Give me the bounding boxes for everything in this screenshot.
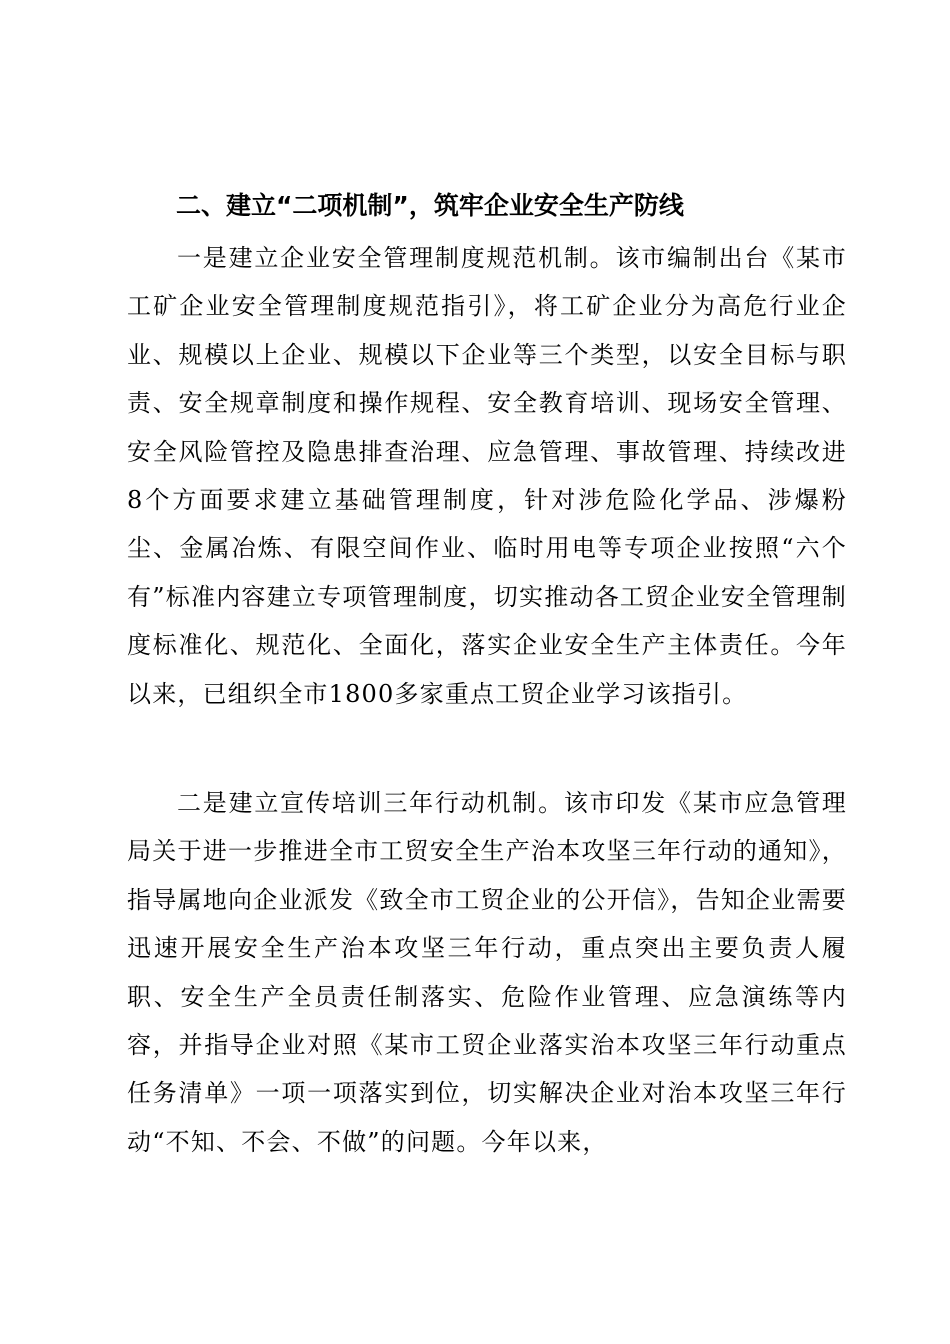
paragraph-training-action: 二是建立宣传培训三年行动机制。该市印发《某市应急管理局关于进一步推进全市工贸安全生产治本攻坚三年行动的通知》，指导属地向企业派发《致全市工贸企业的公开信》，告知企业需要迅速开展安全生产治本攻坚三年行动，重点突出主要负责人履职、安全生产全员责任制落实、危险作业管理、应急演练等内容，并指导企业对照《某市工贸企业落实治本攻坚三年行动重点任务清单》一项一项落实到位，切实解决企业对治本攻坚三年行动“不知、不会、不做”的问题。今年以来， (127, 789, 847, 1156)
paragraph-management-system: 一是建立企业安全管理制度规范机制。该市编制出台《某市工矿企业安全管理制度规范指引》，将工矿企业分为高危行业企业、规模以上企业、规模以下企业等三个类型，以安全目标与职责、安全规章制度和操作规程、安全教育培训、现场安全管理、安全风险管控及隐患排查治理、应急管理、事故管理、持续改进8个方面要求建立基础管理制度，针对涉危险化学品、涉爆粉尘、金属冶炼、有限空间作业、临时用电等专项企业按照“六个有”标准内容建立专项管理制度，切实推动各工贸企业安全管理制度标准化、规范化、全面化，落实企业安全生产主体责任。今年以来，已组织全市1800多家重点工贸企业学习该指引。 (127, 244, 847, 708)
section-heading: 二、建立“二项机制”，筑牢企业安全生产防线 (176, 191, 684, 220)
